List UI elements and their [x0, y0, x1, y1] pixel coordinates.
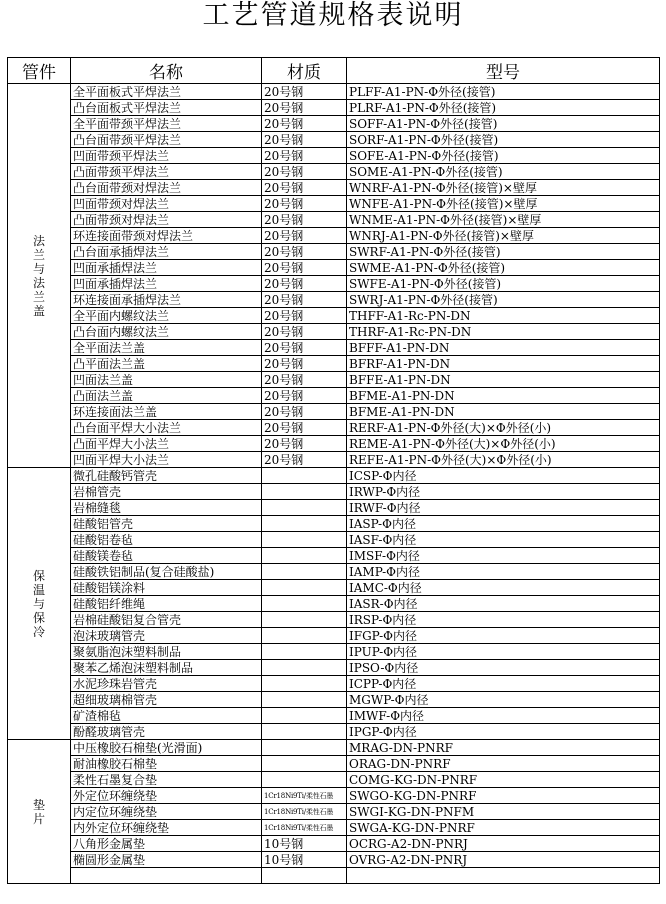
cell-material: 10号钢	[262, 852, 347, 868]
cell-material: 20号钢	[262, 212, 347, 228]
table-row	[8, 404, 660, 420]
cell-material: 20号钢	[262, 132, 347, 148]
table-row	[8, 516, 660, 532]
table-row	[8, 484, 660, 500]
cell-material	[262, 660, 347, 676]
table-row	[8, 356, 660, 372]
group-label	[8, 740, 71, 884]
table-row	[8, 564, 660, 580]
cell-model: WNME-A1-PN-Φ外径(接管)×壁厚	[347, 212, 660, 228]
table-row	[8, 852, 660, 868]
cell-model: IMWF-Φ内径	[347, 708, 660, 724]
table-row	[8, 836, 660, 852]
cell-name: 酚醛玻璃管壳	[71, 724, 262, 740]
cell-name: 凸台面板式平焊法兰	[71, 100, 262, 116]
cell-model: WNRF-A1-PN-Φ外径(接管)×壁厚	[347, 180, 660, 196]
cell-material: 1Cr18Ni9Ti/柔性石墨	[262, 788, 347, 804]
table-row	[8, 468, 660, 484]
table-row	[8, 692, 660, 708]
cell-material	[262, 500, 347, 516]
cell-name: 凸平面法兰盖	[71, 356, 262, 372]
cell-material	[262, 484, 347, 500]
table-row	[8, 308, 660, 324]
cell-material	[262, 628, 347, 644]
cell-material	[262, 772, 347, 788]
cell-material	[262, 740, 347, 756]
cell-material	[262, 548, 347, 564]
table-row	[8, 788, 660, 804]
cell-material: 1Cr18Ni9Ti/柔性石墨	[262, 804, 347, 820]
table-row	[8, 244, 660, 260]
cell-model: SWGI-KG-DN-PNFM	[347, 804, 660, 820]
table-row	[8, 340, 660, 356]
cell-name: 椭圆形金属垫	[71, 852, 262, 868]
cell-model: IASP-Φ内径	[347, 516, 660, 532]
cell-name: 硅酸铝纤维绳	[71, 596, 262, 612]
spec-table	[7, 57, 660, 884]
cell-material	[262, 692, 347, 708]
cell-material	[262, 612, 347, 628]
cell-name: 耐油橡胶石棉垫	[71, 756, 262, 772]
table-row	[8, 276, 660, 292]
cell-model: THFF-A1-Rc-PN-DN	[347, 308, 660, 324]
cell-name: 超细玻璃棉管壳	[71, 692, 262, 708]
table-row	[8, 804, 660, 820]
cell-material: 20号钢	[262, 452, 347, 468]
cell-name: 凹面法兰盖	[71, 372, 262, 388]
table-row	[8, 436, 660, 452]
cell-model: MRAG-DN-PNRF	[347, 740, 660, 756]
cell-name: 微孔硅酸钙管壳	[71, 468, 262, 484]
table-body	[8, 84, 660, 884]
cell-material	[262, 724, 347, 740]
cell-name: 聚氨脂泡沫塑料制品	[71, 644, 262, 660]
table-row	[8, 756, 660, 772]
table-row	[8, 580, 660, 596]
group-label	[8, 468, 71, 740]
cell-name: 硅酸镁卷毡	[71, 548, 262, 564]
cell-name: 水泥珍珠岩管壳	[71, 676, 262, 692]
table-row	[8, 532, 660, 548]
cell-material: 20号钢	[262, 116, 347, 132]
cell-material: 10号钢	[262, 836, 347, 852]
cell-model: SORF-A1-PN-Φ外径(接管)	[347, 132, 660, 148]
cell-material	[262, 580, 347, 596]
cell-material: 20号钢	[262, 100, 347, 116]
cell-model: SWGA-KG-DN-PNRF	[347, 820, 660, 836]
cell-material: 20号钢	[262, 148, 347, 164]
table-row	[8, 164, 660, 180]
cell-model: IASR-Φ内径	[347, 596, 660, 612]
cell-name: 凸台面承插焊法兰	[71, 244, 262, 260]
cell-name: 全平面板式平焊法兰	[71, 84, 262, 100]
cell-name: 凸面平焊大小法兰	[71, 436, 262, 452]
table-row	[8, 660, 660, 676]
cell-model: OVRG-A2-DN-PNRJ	[347, 852, 660, 868]
cell-name: 凸台面内螺纹法兰	[71, 324, 262, 340]
table-row	[8, 212, 660, 228]
cell-material: 20号钢	[262, 436, 347, 452]
cell-model: MGWP-Φ内径	[347, 692, 660, 708]
table-row	[8, 420, 660, 436]
cell-name: 柔性石墨复合垫	[71, 772, 262, 788]
cell-material	[262, 596, 347, 612]
cell-model: SOFF-A1-PN-Φ外径(接管)	[347, 116, 660, 132]
table-row	[8, 132, 660, 148]
table-row	[8, 372, 660, 388]
group-label-text: 保温与保冷	[32, 568, 45, 639]
table-row	[8, 292, 660, 308]
cell-model: IRWP-Φ内径	[347, 484, 660, 500]
cell-name: 凸面带颈平焊法兰	[71, 164, 262, 180]
cell-model: IMSF-Φ内径	[347, 548, 660, 564]
cell-model: IRWF-Φ内径	[347, 500, 660, 516]
table-row	[8, 84, 660, 100]
cell-model: PLFF-A1-PN-Φ外径(接管)	[347, 84, 660, 100]
cell-model: SOME-A1-PN-Φ外径(接管)	[347, 164, 660, 180]
cell-model: COMG-KG-DN-PNRF	[347, 772, 660, 788]
table-row	[8, 196, 660, 212]
cell-material: 20号钢	[262, 388, 347, 404]
table-row	[8, 500, 660, 516]
cell-model: SWGO-KG-DN-PNRF	[347, 788, 660, 804]
cell-name: 八角形金属垫	[71, 836, 262, 852]
cell-model: BFFE-A1-PN-DN	[347, 372, 660, 388]
cell-material	[262, 516, 347, 532]
page-title: 工艺管道规格表说明	[202, 0, 464, 31]
group-label-text: 垫片	[32, 797, 45, 826]
cell-name: 凹面带颈对焊法兰	[71, 196, 262, 212]
table-row	[8, 708, 660, 724]
table-row	[8, 548, 660, 564]
cell-model: BFME-A1-PN-DN	[347, 404, 660, 420]
cell-model: IPUP-Φ内径	[347, 644, 660, 660]
cell-name: 凸台面平焊大小法兰	[71, 420, 262, 436]
cell-name: 凸台面带颈对焊法兰	[71, 180, 262, 196]
cell-name: 岩棉硅酸铝复合管壳	[71, 612, 262, 628]
cell-name: 全平面内螺纹法兰	[71, 308, 262, 324]
table-row	[8, 228, 660, 244]
cell-material: 20号钢	[262, 260, 347, 276]
cell-model: BFFF-A1-PN-DN	[347, 340, 660, 356]
cell-model: IRSP-Φ内径	[347, 612, 660, 628]
cell-material: 20号钢	[262, 356, 347, 372]
cell-model: ICSP-Φ内径	[347, 468, 660, 484]
cell-model: WNRJ-A1-PN-Φ外径(接管)×壁厚	[347, 228, 660, 244]
cell-material: 20号钢	[262, 292, 347, 308]
cell-name: 岩棉缝毯	[71, 500, 262, 516]
cell-model: IPGP-Φ内径	[347, 724, 660, 740]
cell-name: 全平面法兰盖	[71, 340, 262, 356]
header-row	[8, 58, 660, 84]
cell-model: RERF-A1-PN-Φ外径(大)×Φ外径(小)	[347, 420, 660, 436]
cell-model: IASF-Φ内径	[347, 532, 660, 548]
table-row	[8, 180, 660, 196]
cell-material: 20号钢	[262, 404, 347, 420]
cell-name: 矿渣棉毡	[71, 708, 262, 724]
cell-name: 环连接面承插焊法兰	[71, 292, 262, 308]
cell-material	[262, 468, 347, 484]
group-label	[8, 84, 71, 468]
cell-material: 20号钢	[262, 372, 347, 388]
cell-name: 硅酸铁铝制品(复合硅酸盐)	[71, 564, 262, 580]
table-row	[8, 772, 660, 788]
cell-model: THRF-A1-Rc-PN-DN	[347, 324, 660, 340]
cell-name: 硅酸铝镁涂料	[71, 580, 262, 596]
table-row	[8, 740, 660, 756]
table-row	[8, 452, 660, 468]
cell-model: PLRF-A1-PN-Φ外径(接管)	[347, 100, 660, 116]
table-row	[8, 724, 660, 740]
cell-material: 20号钢	[262, 180, 347, 196]
cell-name: 凹面承插焊法兰	[71, 276, 262, 292]
cell-material: 20号钢	[262, 308, 347, 324]
cell-model	[347, 868, 660, 884]
cell-material: 20号钢	[262, 324, 347, 340]
cell-name: 凸台面带颈平焊法兰	[71, 132, 262, 148]
cell-name: 泡沫玻璃管壳	[71, 628, 262, 644]
cell-material	[262, 868, 347, 884]
cell-material: 20号钢	[262, 84, 347, 100]
cell-model: SOFE-A1-PN-Φ外径(接管)	[347, 148, 660, 164]
cell-model: WNFE-A1-PN-Φ外径(接管)×壁厚	[347, 196, 660, 212]
cell-model: SWRF-A1-PN-Φ外径(接管)	[347, 244, 660, 260]
header-material: 材质	[262, 58, 347, 84]
cell-material: 20号钢	[262, 244, 347, 260]
cell-model: BFRF-A1-PN-DN	[347, 356, 660, 372]
table-row	[8, 388, 660, 404]
cell-material	[262, 564, 347, 580]
cell-model: ICPP-Φ内径	[347, 676, 660, 692]
cell-model: OCRG-A2-DN-PNRJ	[347, 836, 660, 852]
cell-material	[262, 644, 347, 660]
cell-model: IFGP-Φ内径	[347, 628, 660, 644]
cell-model: SWME-A1-PN-Φ外径(接管)	[347, 260, 660, 276]
cell-name: 凸面法兰盖	[71, 388, 262, 404]
table-row	[8, 628, 660, 644]
cell-material: 20号钢	[262, 420, 347, 436]
cell-name: 凹面平焊大小法兰	[71, 452, 262, 468]
cell-model: REFE-A1-PN-Φ外径(大)×Φ外径(小)	[347, 452, 660, 468]
cell-name: 环连接面法兰盖	[71, 404, 262, 420]
cell-material: 1Cr18Ni9Ti/柔性石墨	[262, 820, 347, 836]
table-row	[8, 868, 660, 884]
cell-model: ORAG-DN-PNRF	[347, 756, 660, 772]
table-row	[8, 820, 660, 836]
cell-name: 岩棉管壳	[71, 484, 262, 500]
cell-material: 20号钢	[262, 196, 347, 212]
cell-name: 硅酸铝管壳	[71, 516, 262, 532]
header-name: 名称	[71, 58, 262, 84]
group-label-text: 法兰与法兰盖	[32, 233, 45, 318]
cell-material: 20号钢	[262, 228, 347, 244]
cell-name: 凹面承插焊法兰	[71, 260, 262, 276]
cell-material	[262, 708, 347, 724]
table-row	[8, 148, 660, 164]
cell-material: 20号钢	[262, 340, 347, 356]
table-row	[8, 324, 660, 340]
cell-model: IAMC-Φ内径	[347, 580, 660, 596]
cell-model: BFME-A1-PN-DN	[347, 388, 660, 404]
cell-name: 内外定位环缠绕垫	[71, 820, 262, 836]
cell-model: IAMP-Φ内径	[347, 564, 660, 580]
cell-material	[262, 532, 347, 548]
table-row	[8, 596, 660, 612]
cell-name: 凹面带颈平焊法兰	[71, 148, 262, 164]
cell-name: 外定位环缠绕垫	[71, 788, 262, 804]
header-part: 管件	[8, 58, 71, 84]
cell-model: SWRJ-A1-PN-Φ外径(接管)	[347, 292, 660, 308]
table-row	[8, 676, 660, 692]
cell-name: 中压橡胶石棉垫(光滑面)	[71, 740, 262, 756]
cell-name: 硅酸铝卷毡	[71, 532, 262, 548]
table-row	[8, 644, 660, 660]
cell-model: SWFE-A1-PN-Φ外径(接管)	[347, 276, 660, 292]
table-row	[8, 100, 660, 116]
cell-name	[71, 868, 262, 884]
cell-name: 凸面带颈对焊法兰	[71, 212, 262, 228]
cell-model: REME-A1-PN-Φ外径(大)×Φ外径(小)	[347, 436, 660, 452]
cell-name: 聚苯乙烯泡沫塑料制品	[71, 660, 262, 676]
cell-material	[262, 676, 347, 692]
cell-material: 20号钢	[262, 164, 347, 180]
cell-name: 全平面带颈平焊法兰	[71, 116, 262, 132]
cell-material: 20号钢	[262, 276, 347, 292]
table-row	[8, 116, 660, 132]
header-model: 型号	[347, 58, 660, 84]
cell-name: 内定位环缠绕垫	[71, 804, 262, 820]
cell-name: 环连接面带颈对焊法兰	[71, 228, 262, 244]
cell-material	[262, 756, 347, 772]
table-row	[8, 612, 660, 628]
cell-model: IPSO-Φ内径	[347, 660, 660, 676]
table-row	[8, 260, 660, 276]
